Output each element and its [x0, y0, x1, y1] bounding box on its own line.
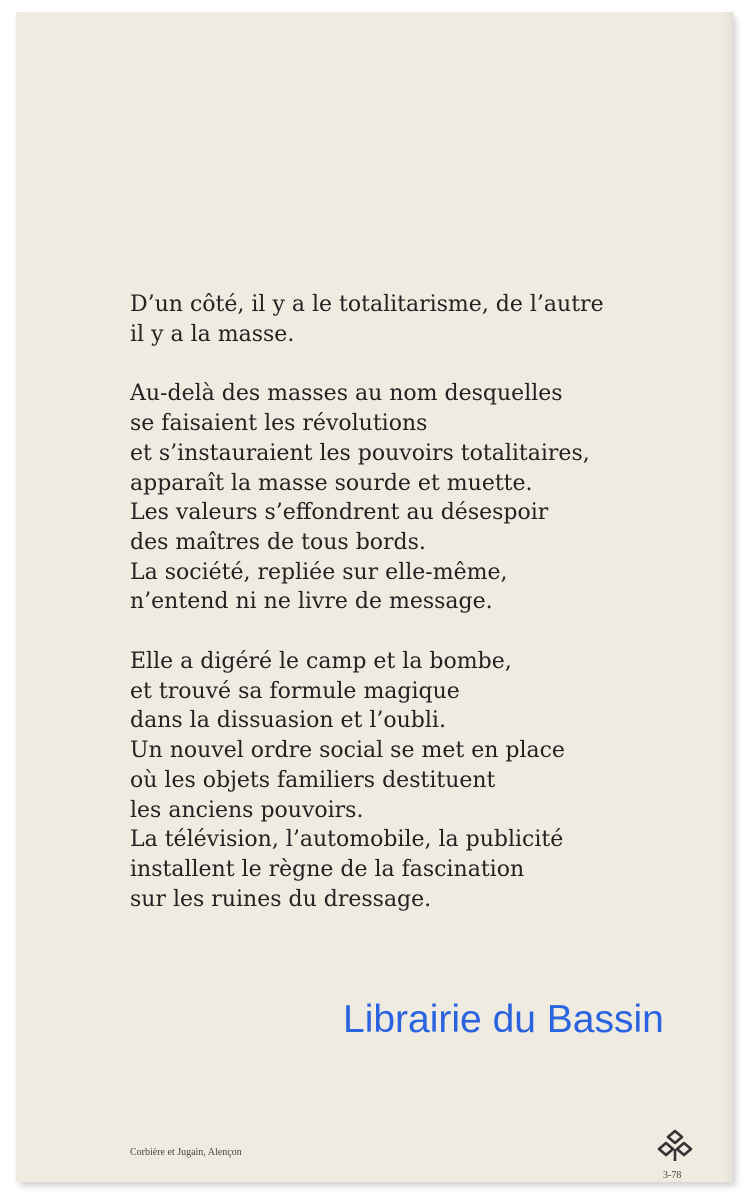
- blurb-line: sur les ruines du dressage.: [130, 886, 432, 912]
- edition-code: 3-78: [663, 1170, 682, 1181]
- blurb-line: et s’instauraient les pouvoirs totalitaires,: [130, 440, 590, 466]
- blurb-line: se faisaient les révolutions: [130, 411, 428, 437]
- bookseller-watermark: Librairie du Bassin: [343, 998, 664, 1041]
- blurb-line: et trouvé sa formule magique: [130, 678, 460, 704]
- blurb-line: où les objets familiers destituent: [130, 767, 496, 793]
- blurb-line: installent le règne de la fascination: [130, 856, 525, 882]
- blurb-line: Au-delà des masses au nom desquelles: [130, 381, 563, 407]
- blurb-line: Les valeurs s’effondrent au désespoir: [130, 500, 549, 526]
- blurb-line: des maîtres de tous bords.: [130, 529, 426, 555]
- blurb-line: il y a la masse.: [130, 321, 295, 347]
- blurb-line: La société, repliée sur elle-même,: [130, 559, 508, 585]
- cover-spine-shadow: [723, 12, 733, 1182]
- blurb-line: n’entend ni ne livre de message.: [130, 589, 493, 615]
- blurb-line: dans la dissuasion et l’oubli.: [130, 708, 446, 734]
- stanza-1: [130, 290, 690, 349]
- blurb-line: apparaît la masse sourde et muette.: [130, 470, 533, 496]
- publisher-logo-icon: [657, 1128, 693, 1164]
- blurb-line: les anciens pouvoirs.: [130, 797, 364, 823]
- blurb-text: [130, 290, 690, 944]
- blurb-line: La télévision, l’automobile, la publicité: [130, 827, 564, 853]
- stanza-2: [130, 379, 690, 617]
- blurb-line: D’un côté, il y a le totalitarisme, de l’autre: [130, 292, 604, 317]
- printer-credit: Corbière et Jugain, Alençon: [130, 1147, 242, 1158]
- blurb-line: Un nouvel ordre social se met en place: [130, 738, 565, 764]
- blurb-line: Elle a digéré le camp et la bombe,: [130, 649, 512, 675]
- stanza-3: [130, 647, 690, 914]
